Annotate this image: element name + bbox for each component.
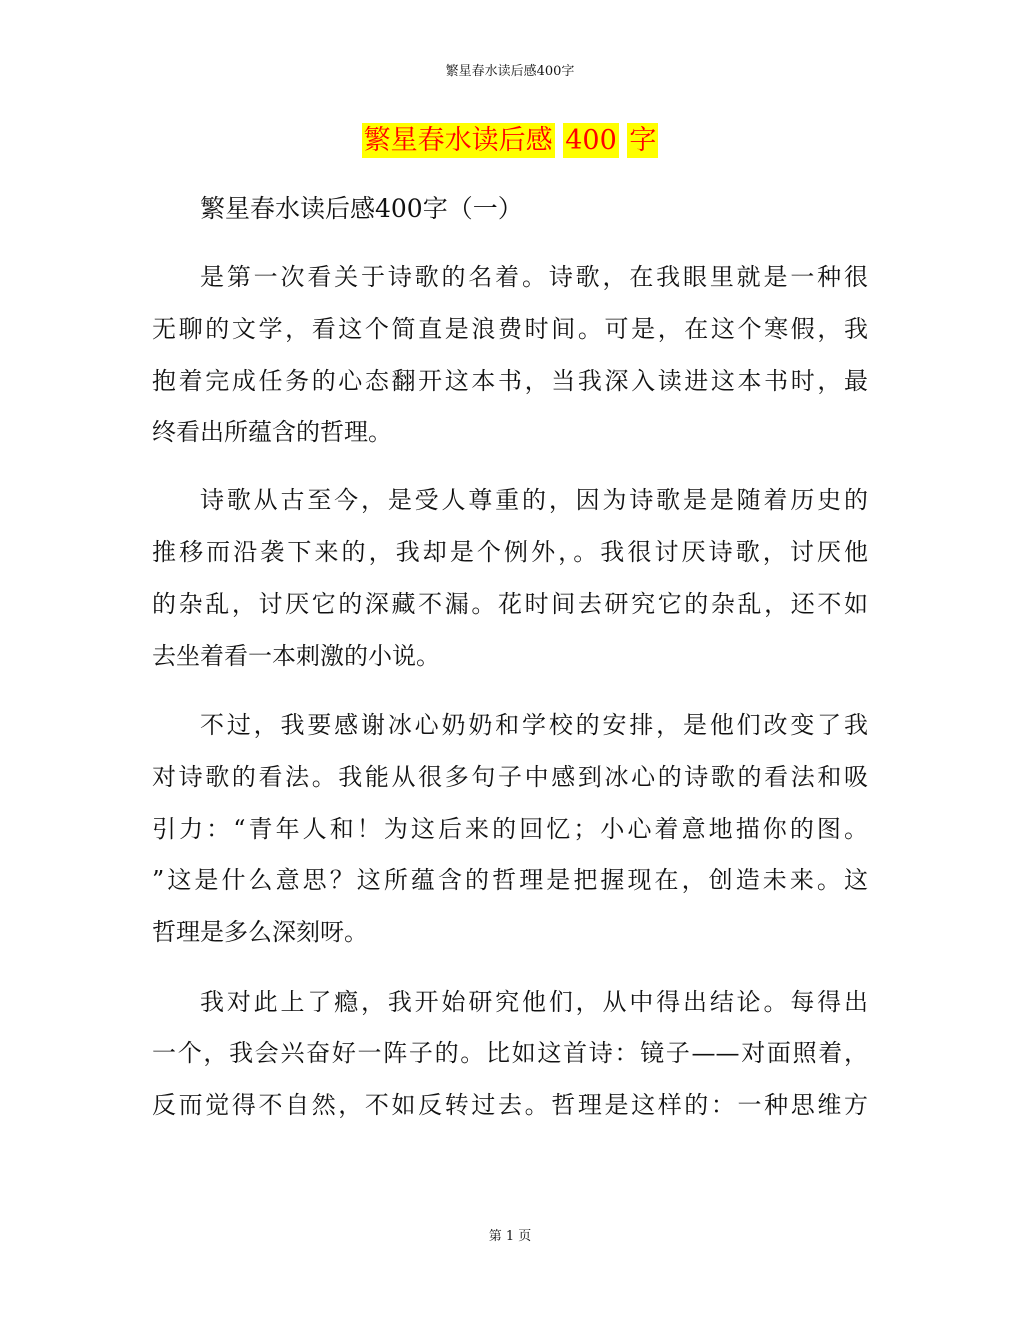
paragraph-line: 我对此上了瘾，我开始研究他们，从中得出结论。每得出	[200, 988, 868, 1016]
paragraph-line: 反而觉得不自然，不如反转过去。哲理是这样的：一种思维方	[152, 1091, 868, 1119]
paragraph-line: 终看出所蕴含的哲理。	[152, 418, 392, 446]
page-footer: 第 1 页	[488, 1229, 532, 1244]
paragraph-line: 哲理是多么深刻呀。	[152, 918, 368, 946]
page-header: 繁星春水读后感400字	[445, 64, 575, 79]
paragraph-line: 是第一次看关于诗歌的名着。诗歌，在我眼里就是一种很	[200, 263, 868, 291]
title-number: 400	[565, 125, 617, 156]
title-suffix: 字	[629, 125, 657, 156]
paragraph-line: 诗歌从古至今，是受人尊重的，因为诗歌是是随着历史的	[200, 486, 868, 514]
paragraph-line: ”这是什么意思？这所蕴含的哲理是把握现在，创造未来。这	[152, 866, 868, 894]
section-heading: 繁星春水读后感400字（一）	[200, 194, 523, 223]
paragraph-line: 的杂乱，讨厌它的深藏不漏。花时间去研究它的杂乱，还不如	[152, 590, 868, 618]
paragraph-line: 推移而沿袭下来的，我却是个例外，。我很讨厌诗歌，讨厌他	[152, 538, 868, 566]
paragraph-line: 一个，我会兴奋好一阵子的。比如这首诗：镜子——对面照着，	[152, 1039, 868, 1067]
paragraph-line: 引力：“青年人和！为这后来的回忆；小心着意地描你的图。	[152, 815, 868, 843]
paragraph-line: 不过，我要感谢冰心奶奶和学校的安排，是他们改变了我	[200, 711, 868, 739]
document-title	[0, 118, 1020, 157]
paragraph-line: 对诗歌的看法。我能从很多句子中感到冰心的诗歌的看法和吸	[152, 763, 868, 791]
paragraph-line: 无聊的文学，看这个简直是浪费时间。可是，在这个寒假，我	[152, 315, 868, 343]
paragraph-line: 去坐着看一本刺激的小说。	[152, 642, 440, 670]
paragraph-line: 抱着完成任务的心态翻开这本书，当我深入读进这本书时，最	[152, 367, 868, 395]
title-text: 繁星春水读后感	[363, 125, 553, 156]
